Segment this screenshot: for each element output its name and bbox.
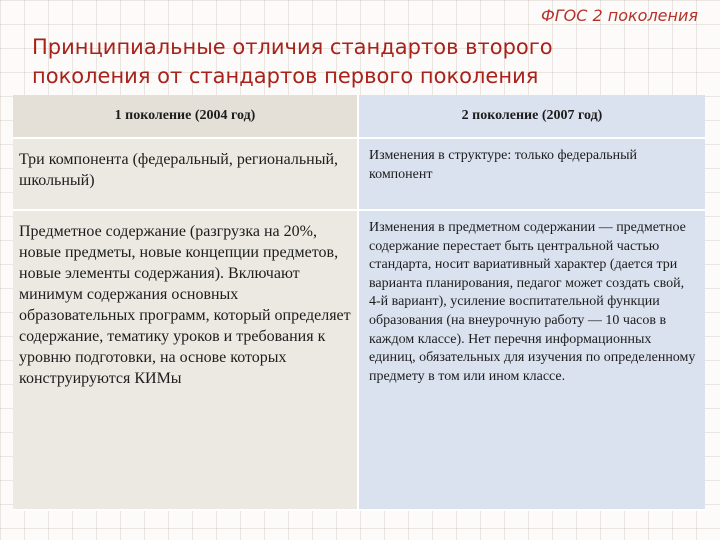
cell-text: Изменения в структуре: только федеральный компонент <box>369 148 637 182</box>
generation-badge: ФГОС 2 поколения <box>540 6 698 25</box>
table-row <box>13 139 705 211</box>
gen2-content-cell <box>359 211 705 511</box>
slide-title: Принципиальные отличия стандартов второго поколения от стандартов первого поколения <box>32 35 553 88</box>
cell-text: Три компонента (федеральный, региональный, школьный) <box>19 151 338 189</box>
cell-text: Предметное содержание (разгрузка на 20%, новые предметы, новые концепции предметов, новые элементы содержания). Включают минимум содержания основных образовательных программ, который определяет содержание, тематику уроков и требования к уровню подготовки, на основе которых конструируются КИМы <box>19 223 351 387</box>
gen1-content-cell <box>13 211 359 511</box>
table-header-row <box>13 95 705 139</box>
table-row <box>13 211 705 511</box>
gen1-structure-cell <box>13 139 359 211</box>
gen2-structure-cell <box>359 139 705 211</box>
column-header-gen1: 1 поколение (2004 год) <box>13 95 359 139</box>
comparison-table <box>13 95 705 511</box>
column-header-gen2: 2 поколение (2007 год) <box>359 95 705 139</box>
cell-text: Изменения в предметном содержании — предметное содержание перестает быть центральной частью стандарта, носит вариативный характер (дается три варианта планирования, педагог может создать свой, 4-й вариант), усиление воспитательной функции образования (на внеурочную работу — 10 часов в каждом классе). Нет перечня информационных единиц, обязательных для изучения по определенному предмету в том или ином классе. <box>369 220 696 384</box>
